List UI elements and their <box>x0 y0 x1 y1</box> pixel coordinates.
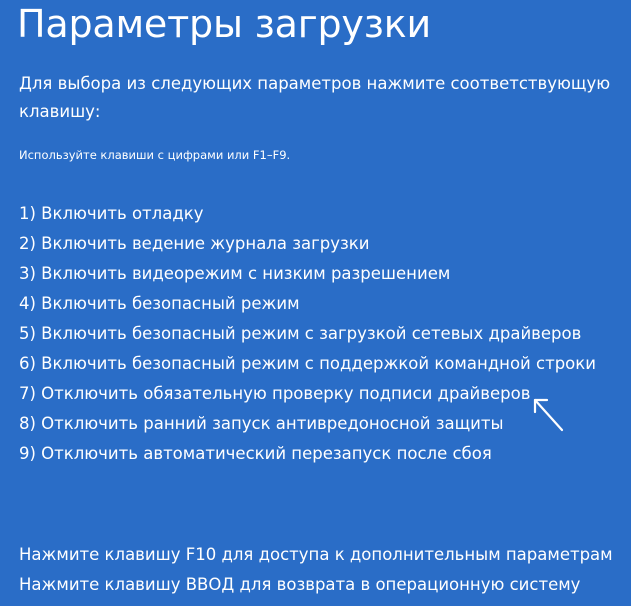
option-enable-low-resolution-video[interactable]: 3) Включить видеорежим с низким разрешением <box>19 264 451 283</box>
hint-text: Используйте клавиши с цифрами или F1–F9. <box>19 148 291 162</box>
option-enable-safe-mode[interactable]: 4) Включить безопасный режим <box>19 294 300 313</box>
footer-f10-text: Нажмите клавишу F10 для доступа к дополнительным параметрам <box>19 545 613 564</box>
options-list <box>19 199 596 469</box>
option-enable-safe-mode-command-prompt[interactable]: 6) Включить безопасный режим с поддержкой командной строки <box>19 354 596 373</box>
option-enable-debugging[interactable]: 1) Включить отладку <box>19 204 204 223</box>
option-enable-safe-mode-networking[interactable]: 5) Включить безопасный режим с загрузкой сетевых драйверов <box>19 324 582 343</box>
footer-enter-text: Нажмите клавишу ВВОД для возврата в операционную систему <box>19 575 581 594</box>
option-disable-driver-signature-enforcement[interactable]: 7) Отключить обязательную проверку подписи драйверов <box>19 384 531 403</box>
page-title: Параметры загрузки <box>17 2 431 46</box>
option-disable-early-launch-antimalware[interactable]: 8) Отключить ранний запуск антивредоносной защиты <box>19 414 504 433</box>
footer <box>19 540 613 600</box>
option-disable-auto-restart[interactable]: 9) Отключить автоматический перезапуск после сбоя <box>19 444 492 463</box>
option-enable-boot-logging[interactable]: 2) Включить ведение журнала загрузки <box>19 234 370 253</box>
mouse-pointer-icon <box>532 397 566 435</box>
instruction-text: Для выбора из следующих параметров нажмите соответствующую клавишу: <box>19 74 611 121</box>
